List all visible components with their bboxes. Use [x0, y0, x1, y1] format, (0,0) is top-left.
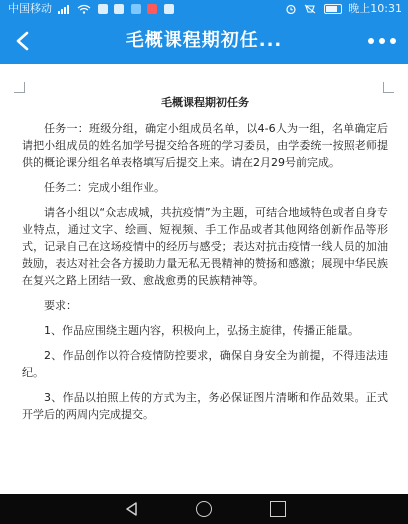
paragraph: 要求： [44, 299, 77, 312]
paragraph: 2、作品创作以符合疫情防控要求，确保自身安全为前提，不得违法违纪。 [22, 349, 388, 379]
page-corner-mark-left [14, 82, 25, 93]
paragraph: 请各小组以“众志成城，共抗疫情”为主题，可结合地域特色或者自身专业特点，通过文字、绘画、短视频、手工作品或者其他网络创新作品等形式，记录自己在这场疫情中的经历与感受；表达对抗击疫情一线人员的加油鼓励，表达对社会各方援助力量无私无畏精神的赞扬和感激；展现中华民族在复兴之路上团结一致、愈战愈勇的民族精神等。 [22, 206, 388, 287]
circle-home-icon[interactable] [196, 501, 212, 517]
chat-notification-icon [98, 4, 108, 14]
more-dots-icon[interactable] [368, 32, 398, 50]
back-arrow-icon[interactable] [8, 24, 38, 58]
page-corner-mark-right [383, 82, 394, 93]
shield-notification-icon [164, 4, 174, 14]
signal-icon [58, 4, 72, 14]
clock-label: 晚上10:31 [348, 2, 402, 15]
document-title: 毛概课程期初任务 [161, 96, 249, 109]
battery-icon [324, 4, 342, 14]
system-nav-bar [0, 494, 408, 524]
square-recent-icon[interactable] [270, 501, 286, 517]
status-bar [0, 0, 408, 18]
app-header [0, 0, 408, 64]
document-page [6, 76, 402, 490]
alarm-icon [284, 4, 298, 14]
triangle-back-icon[interactable] [124, 501, 140, 517]
paragraph: 3、作品以拍照上传的方式为主，务必保证图片清晰和作品效果。正式开学后的两周内完成提交。 [22, 391, 388, 421]
page-title: 毛概课程期初任... [125, 30, 283, 51]
paragraph: 1、作品应围绕主题内容，积极向上，弘扬主旋律，传播正能量。 [44, 324, 359, 337]
message-notification-icon [131, 4, 141, 14]
paragraph: 任务二：完成小组作业。 [44, 181, 165, 194]
carrier-label: 中国移动 [8, 2, 52, 15]
mute-icon [303, 4, 317, 14]
mail-notification-icon [147, 4, 157, 14]
app-notification-icon [114, 4, 124, 14]
status-right [282, 0, 402, 18]
title-bar [0, 18, 408, 64]
paragraph: 任务一：班级分组，确定小组成员名单，以4-6人为一组，名单确定后请把小组成员的姓名加学号提交给各班的学习委员，由学委统一按照老师提供的概论课分组名单表格填写后提交上来。请在2月29号前完成。 [22, 122, 388, 169]
status-left [8, 0, 174, 18]
document-content [22, 94, 388, 431]
wifi-icon [77, 4, 91, 14]
